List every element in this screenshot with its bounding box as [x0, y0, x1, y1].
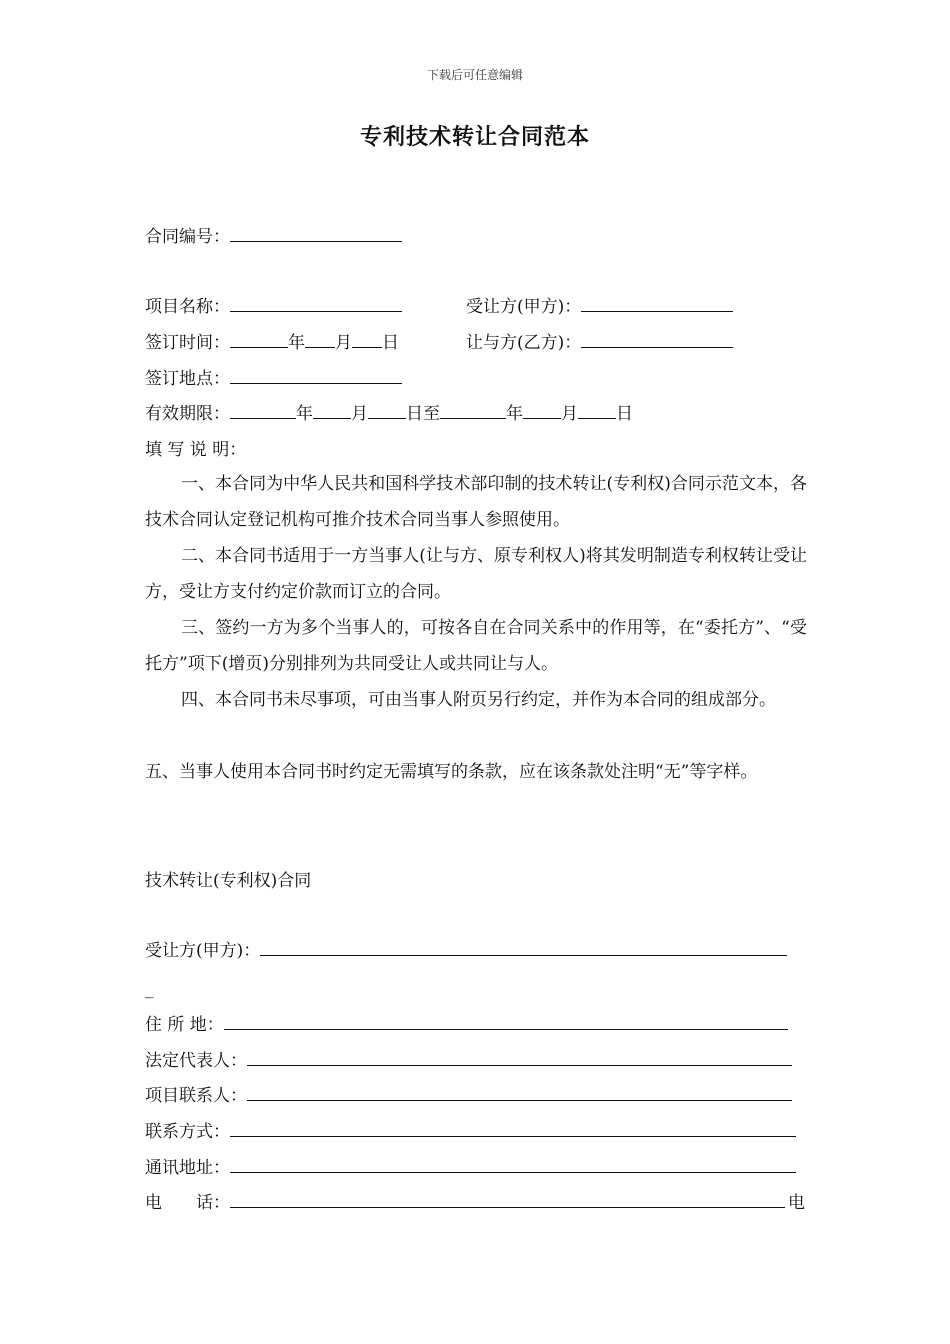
contract-number-blank[interactable]: [230, 224, 402, 242]
trailing-char: 电: [788, 1193, 805, 1213]
mail-address-label: 通讯地址：: [145, 1158, 230, 1178]
instruction-item: 二、本合同书适用于一方当事人(让与方、原专利权人)将其发明制造专利权转让受让方，受让方支付约定价款而订立的合同。: [145, 546, 807, 602]
contact-method-label: 联系方式：: [145, 1122, 230, 1142]
project-name-row: [145, 294, 402, 320]
continuation-mark: _: [145, 979, 154, 999]
year-label: 年: [506, 404, 523, 424]
sign-place-label: 签订地点：: [145, 369, 230, 389]
sign-place-row: [145, 366, 402, 392]
legal-rep-row: [145, 1048, 792, 1074]
document-title: 专利技术转让合同范本: [359, 124, 590, 150]
validity-row: [145, 401, 633, 427]
instructions-heading: 填 写 说 明：: [145, 440, 247, 460]
instruction-item: 一、本合同为中华人民共和国科学技术部印制的技术转让(专利权)合同示范文本，各技术合同认定登记机构可推介技术合同当事人参照使用。: [145, 474, 807, 530]
transferee-blank[interactable]: [581, 294, 733, 312]
valid-from-month-blank[interactable]: [313, 401, 351, 419]
validity-label: 有效期限：: [145, 404, 230, 424]
transferor-label: 让与方(乙方)：: [466, 333, 582, 353]
transferor-row: [466, 330, 733, 356]
address-label: 住 所 地：: [145, 1015, 224, 1035]
instruction-item: 五、当事人使用本合同书时约定无需填写的条款，应在该条款处注明“无”等字样。: [145, 762, 758, 782]
header-note: 下载后可任意编辑: [426, 68, 523, 82]
sign-time-label: 签订时间：: [145, 333, 230, 353]
sign-place-blank[interactable]: [230, 366, 402, 384]
valid-to-month-blank[interactable]: [523, 401, 561, 419]
month-label: 月: [561, 404, 578, 424]
day-label: 日: [616, 404, 633, 424]
contact-person-blank[interactable]: [247, 1083, 792, 1101]
phone-label: 电 话：: [145, 1193, 230, 1213]
transferee-label: 受让方(甲方)：: [466, 297, 582, 317]
valid-to-day-blank[interactable]: [578, 401, 616, 419]
contact-method-row: [145, 1119, 796, 1145]
valid-from-day-blank[interactable]: [368, 401, 406, 419]
address-blank[interactable]: [224, 1012, 788, 1030]
valid-from-year-blank[interactable]: [230, 401, 296, 419]
address-row: [145, 1012, 788, 1038]
transferor-blank[interactable]: [581, 330, 733, 348]
month-label: 月: [351, 404, 368, 424]
party-a-row: [145, 938, 787, 964]
valid-to-year-blank[interactable]: [440, 401, 506, 419]
contract-number-label: 合同编号：: [145, 227, 230, 247]
legal-rep-label: 法定代表人：: [145, 1051, 247, 1071]
phone-blank[interactable]: [230, 1190, 785, 1208]
contact-person-label: 项目联系人：: [145, 1086, 247, 1106]
year-label: 年: [288, 333, 305, 353]
party-a-label: 受让方(甲方)：: [145, 941, 261, 961]
instruction-item: 四、本合同书未尽事项，可由当事人附页另行约定，并作为本合同的组成部分。: [181, 690, 776, 710]
project-name-blank[interactable]: [230, 294, 402, 312]
sign-day-blank[interactable]: [352, 330, 382, 348]
mail-address-row: [145, 1155, 796, 1181]
sign-year-blank[interactable]: [230, 330, 288, 348]
party-a-blank[interactable]: [260, 938, 787, 956]
sign-month-blank[interactable]: [305, 330, 335, 348]
instruction-item: 三、签约一方为多个当事人的，可按各自在合同关系中的作用等，在“委托方”、“受托方”项下(增页)分别排列为共同受让人或共同让与人。: [145, 618, 807, 674]
contract-subtitle: 技术转让(专利权)合同: [145, 871, 312, 891]
legal-rep-blank[interactable]: [247, 1048, 792, 1066]
month-label: 月: [335, 333, 352, 353]
contact-person-row: [145, 1083, 792, 1109]
until-label: 日至: [406, 404, 440, 424]
transferee-row: [466, 294, 733, 320]
mail-address-blank[interactable]: [230, 1155, 796, 1173]
project-name-label: 项目名称：: [145, 297, 230, 317]
contact-method-blank[interactable]: [230, 1119, 796, 1137]
day-label: 日: [382, 333, 399, 353]
phone-row: [145, 1190, 785, 1216]
sign-time-row: [145, 330, 399, 356]
year-label: 年: [296, 404, 313, 424]
contract-number-row: [145, 224, 402, 250]
